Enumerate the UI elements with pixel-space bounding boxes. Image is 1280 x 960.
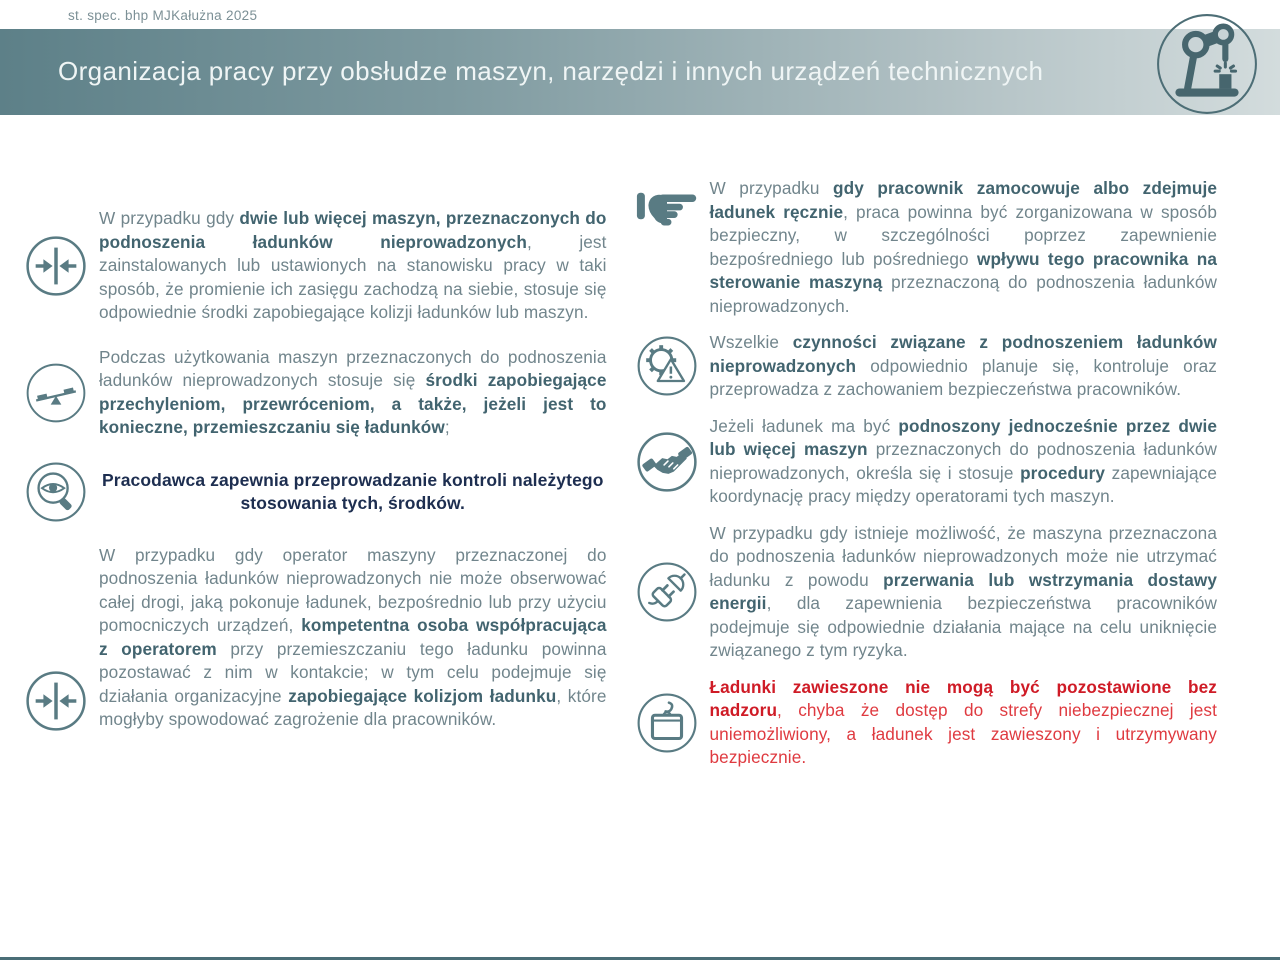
info-item bbox=[25, 207, 607, 325]
handshake-icon bbox=[636, 431, 698, 493]
info-item bbox=[636, 522, 1218, 663]
column-left bbox=[25, 177, 607, 783]
paragraph-text: W przypadku gdy istnieje możliwość, że maszyna przeznaczona do podnoszenia ładunków nieprowadzonych może nie utrzymać ładunku z powodu przerwania lub wstrzymania dostawy energii, dla zapewnienia bezpieczeństwa pracowników podejmuje się odpowiednie działania mające na celu uniknięcie związanego z tym ryzyka. bbox=[709, 522, 1217, 660]
info-item bbox=[25, 461, 607, 523]
info-item bbox=[636, 676, 1218, 770]
paragraph-text: Podczas użytkowania maszyn przeznaczonych do podnoszenia ładunków nieprowadzonych stosuje się środki zapobiegające przechyleniom, przewróceniom, a także, jeżeli jest to konieczne, przemieszczaniu się ładunków; bbox=[99, 346, 607, 437]
tilt-balance-icon bbox=[25, 362, 87, 424]
info-item bbox=[636, 331, 1218, 402]
paragraph-text: Jeżeli ładunek ma być podnoszony jednocześnie przez dwie lub więcej maszyn przeznaczonych do podnoszenia ładunków nieprowadzonych, określa się i stosuje procedury zapewniające koordynację pracy między operatorami tych maszyn. bbox=[709, 415, 1217, 506]
info-item bbox=[25, 544, 607, 732]
paragraph-text: Pracodawca zapewnia przeprowadzanie kontroli należytego stosowania tych, środków. bbox=[102, 469, 604, 513]
paragraph-text: Ładunki zawieszone nie mogą być pozostawione bez nadzoru, chyba że dostęp do strefy niebezpiecznej jest uniemożliwiony, a ładunek jest zawieszony i utrzymywany bezpiecznie. bbox=[709, 676, 1217, 767]
credit-text: st. spec. bhp MJKałużna 2025 bbox=[68, 8, 258, 23]
suspended-load-icon bbox=[636, 692, 698, 754]
unplugged-power-icon bbox=[636, 561, 698, 623]
collision-arrows-icon bbox=[25, 235, 87, 297]
collision-arrows-icon bbox=[25, 670, 87, 732]
eye-magnifier-icon bbox=[25, 461, 87, 523]
content-columns bbox=[25, 177, 1217, 783]
title-bar bbox=[0, 29, 1280, 115]
machine-arm-icon bbox=[1154, 11, 1260, 117]
info-item bbox=[636, 415, 1218, 509]
paragraph-text: W przypadku gdy dwie lub więcej maszyn, przeznaczonych do podnoszenia ładunków nieprowadzonych, jest zainstalowanych lub ustawionych na stanowisku pracy w taki sposób, że promienie ich zasięgu zachodzą na siebie, stosuje się odpowiednie środki zapobiegające kolizji ładunków lub maszyn. bbox=[99, 208, 607, 322]
pointing-hand-icon bbox=[636, 183, 698, 229]
column-right bbox=[636, 177, 1218, 783]
paragraph-text: Wszelkie czynności związane z podnoszeniem ładunków nieprowadzonych odpowiednio planuje się, kontroluje oraz przeprowadza z zachowaniem bezpieczeństwa pracowników. bbox=[709, 332, 1217, 399]
page-title: Organizacja pracy przy obsłudze maszyn, narzędzi i innych urządzeń technicznych bbox=[58, 56, 1044, 87]
gear-warning-icon bbox=[636, 335, 698, 397]
info-item bbox=[636, 177, 1218, 318]
paragraph-text: W przypadku gdy operator maszyny przeznaczonej do podnoszenia ładunków nieprowadzonych nie może obserwować całej drogi, jaką pokonuje ładunek, bezpośrednio lub przy użyciu pomocniczych urządzeń, kompetentna osoba współpracująca z operatorem przy przemieszczaniu tego ładunku powinna pozostawać z nim w kontakcie; w tym celu podejmuje się działania organizacyjne zapobiegające kolizjom ładunku, które mogłyby spowodować zagrożenie dla pracowników. bbox=[99, 544, 607, 729]
paragraph-text: W przypadku gdy pracownik zamocowuje albo zdejmuje ładunek ręcznie, praca powinna być zorganizowana w sposób bezpieczny, w szczególności poprzez zapewnienie bezpośredniego lub pośredniego wpływu tego pracownika na sterowanie maszyną przeznaczoną do podnoszenia ładunków nieprowadzonych. bbox=[709, 178, 1218, 316]
info-item bbox=[25, 346, 607, 440]
